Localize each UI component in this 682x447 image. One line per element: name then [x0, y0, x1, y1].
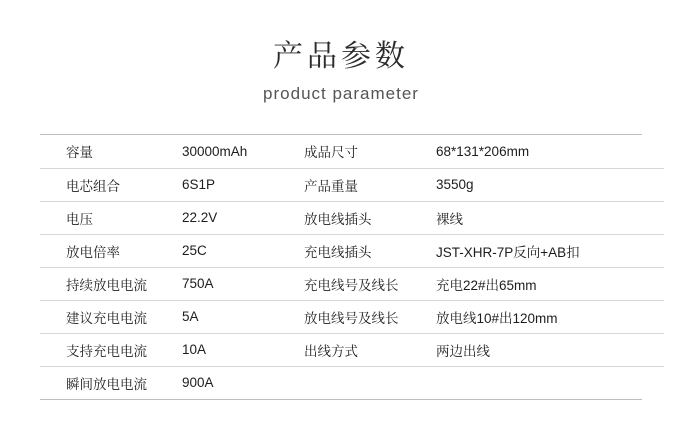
spec-label: 出线方式 [300, 333, 432, 366]
spec-value: 5A [178, 300, 300, 333]
spec-label: 电芯组合 [40, 168, 178, 201]
spec-label: 建议充电电流 [40, 300, 178, 333]
spec-value: 900A [182, 375, 214, 391]
spec-label: 容量 [40, 135, 178, 168]
spec-value: 放电线10#出120mm [432, 300, 664, 333]
spec-label: 放电线插头 [300, 201, 432, 234]
spec-label-empty [300, 366, 432, 399]
table-row [40, 234, 664, 267]
spec-label: 支持充电电流 [40, 333, 178, 366]
table-row [40, 333, 664, 366]
spec-label: 放电线号及线长 [300, 300, 432, 333]
page-header [0, 0, 682, 104]
table-row [40, 267, 664, 300]
spec-value: 10A [178, 333, 300, 366]
spec-label: 充电线号及线长 [300, 267, 432, 300]
spec-label: 成品尺寸 [300, 135, 432, 168]
page-title: 产品参数 [273, 40, 409, 73]
spec-value: 充电22#出65mm [432, 267, 664, 300]
spec-value: 裸线 [432, 201, 664, 234]
table-row [40, 300, 664, 333]
spec-value-empty [432, 366, 664, 399]
table-row [40, 135, 664, 168]
spec-value: 25C [178, 234, 300, 267]
spec-label: 产品重量 [300, 168, 432, 201]
spec-value: 30000mAh [178, 135, 300, 168]
spec-value: 3550g [432, 168, 664, 201]
spec-value: 两边出线 [432, 333, 664, 366]
spec-label: 电压 [40, 201, 178, 234]
spec-value: 750A [178, 267, 300, 300]
spec-label: 充电线插头 [300, 234, 432, 267]
table-row [40, 366, 664, 399]
spec-value: 22.2V [178, 201, 300, 234]
table-row [40, 201, 664, 234]
spec-table [40, 135, 664, 399]
spec-label: 放电倍率 [40, 234, 178, 267]
spec-table-container [40, 134, 642, 400]
spec-label: 持续放电电流 [40, 267, 178, 300]
spec-value: JST-XHR-7P反向+AB扣 [432, 234, 664, 267]
table-row [40, 168, 664, 201]
spec-table-body [40, 135, 664, 399]
spec-label: 瞬间放电电流 [66, 376, 147, 392]
spec-value: 68*131*206mm [432, 135, 664, 168]
page-subtitle: product parameter [263, 84, 419, 103]
spec-value: 6S1P [178, 168, 300, 201]
